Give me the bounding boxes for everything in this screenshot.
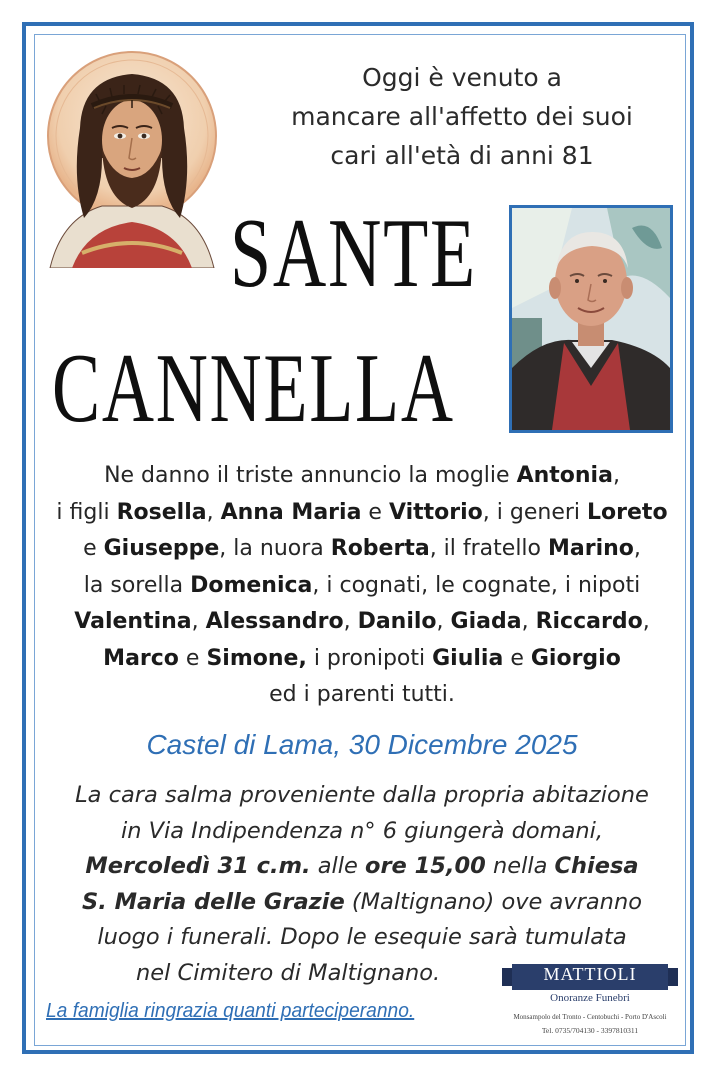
announcement-line: i figli Rosella, Anna Maria e Vittorio, i generi Loreto <box>56 499 668 525</box>
funeral-line: in Via Indipendenza n° 6 giungerà domani, <box>120 817 604 844</box>
deceased-first-name: SANTE <box>230 197 477 308</box>
announcement-line: Ne danno il triste annuncio la moglie Antonia, <box>104 463 620 488</box>
intro-text <box>262 58 662 175</box>
jesus-icon <box>42 48 222 268</box>
intro-line: cari all'età di anni 81 <box>330 141 594 170</box>
funeral-line: Mercoledì 31 c.m. alle ore 15,00 nella Chiesa <box>85 853 639 879</box>
funeral-line: nel Cimitero di Maltignano. <box>136 959 441 986</box>
funeral-line: La cara salma proveniente dalla propria abitazione <box>75 782 649 808</box>
announcement-line: e Giuseppe, la nuora Roberta, il fratello Marino, <box>83 536 641 561</box>
intro-line: Oggi è venuto a <box>362 63 562 92</box>
funeral-line: luogo i funerali. Dopo le esequie sarà tumulata <box>97 924 627 950</box>
logo-title: MATTIOLI <box>543 964 637 984</box>
announcement-line: Valentina, Alessandro, Danilo, Giada, Riccardo, <box>74 609 650 634</box>
intro-line: mancare all'affetto dei suoi <box>291 102 633 131</box>
portrait-photo <box>509 205 673 433</box>
announcement-line: la sorella Domenica, i cognati, le cognate, i nipoti <box>83 572 641 598</box>
funeral-home-logo <box>500 960 680 1040</box>
logo-phone: Tel. 0735/704130 - 3397810311 <box>541 1026 639 1035</box>
place-date: Castel di Lama, 30 Dicembre 2025 <box>146 729 578 760</box>
announcement-text <box>36 458 688 714</box>
announcement-line: Marco e Simone, i pronipoti Giulia e Giorgio <box>103 645 621 671</box>
announcement-line: ed i parenti tutti. <box>269 682 455 707</box>
logo-towns: Monsampolo del Tronto - Centobuchi - Porto D'Ascoli <box>513 1013 667 1021</box>
deceased-last-name: CANNELLA <box>52 332 455 443</box>
thanks-text: La famiglia ringrazia quanti parteciperanno. <box>46 1000 415 1022</box>
logo-subtitle: Onoranze Funebri <box>550 992 630 1004</box>
funeral-line: S. Maria delle Grazie (Maltignano) ove avranno <box>82 888 642 915</box>
